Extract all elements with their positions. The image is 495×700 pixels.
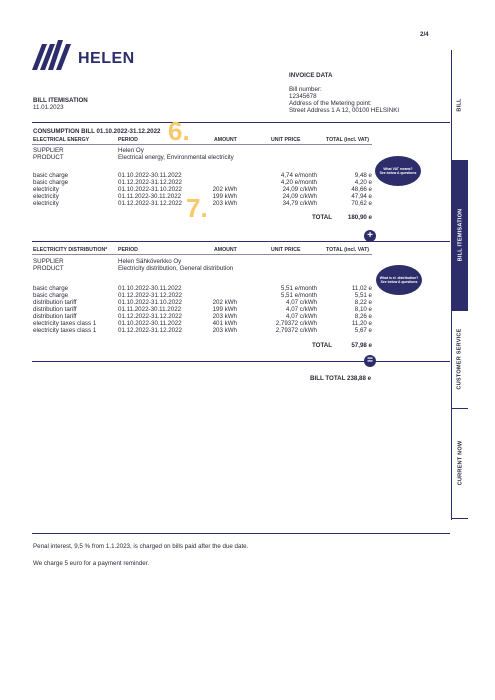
row-total: 47,94 e [351, 193, 372, 200]
row-total: 5,51 e [354, 292, 372, 299]
table-row [0, 313, 495, 320]
electricity-distribution-heading: ELECTRICITY DISTRIBUTION* [33, 247, 108, 253]
footer-rule [32, 533, 450, 534]
row-amount: 199 kWh [212, 193, 237, 200]
tab-bill-label: BILL [456, 98, 463, 112]
row-period: 01.11.2022-30.11.2022 [118, 306, 182, 313]
page-number: 2/4 [420, 31, 429, 38]
header-rule-2 [32, 254, 372, 255]
tab-bill-itemisation-label: BILL ITEMISATION [457, 208, 463, 262]
product-label-2: PRODUCT [33, 265, 64, 272]
tab-bill[interactable] [452, 50, 468, 160]
row-item: electricity [33, 193, 59, 200]
row-period: 01.12.2022-31.12.2022 [118, 200, 182, 207]
row-item: distribution tariff [33, 313, 77, 320]
row-amount: 203 kWh [212, 313, 237, 320]
distribution-help-line1: What is el. distribution? [379, 275, 419, 280]
row-amount: 202 kWh [212, 299, 237, 306]
row-total: 8,26 e [354, 313, 372, 320]
row-item: basic charge [33, 172, 69, 179]
distribution-total-value: 57,98 e [351, 342, 372, 349]
table-row [0, 292, 495, 299]
row-unit-price: 4,07 c/kWh [286, 306, 317, 313]
tab-bill-itemisation[interactable] [452, 160, 468, 310]
period-header: PERIOD [118, 137, 138, 143]
equals-icon: = [364, 355, 376, 367]
row-total: 4,20 e [354, 179, 372, 186]
row-unit-price: 4,07 c/kWh [286, 299, 317, 306]
total-header-2: TOTAL (incl. VAT) [326, 247, 370, 253]
metering-point-address: Street Address 1 A 12, 00100 HELSINKI [289, 107, 400, 114]
product-value: Electrical energy, Environmental electricity [118, 154, 234, 161]
marker-7: 7. [186, 193, 208, 223]
product-label: PRODUCT [33, 154, 64, 161]
row-item: electricity taxes class 1 [33, 327, 97, 334]
row-item: distribution tariff [33, 306, 77, 313]
helen-logo-icon [32, 40, 72, 70]
table-row [0, 179, 495, 186]
row-amount: 203 kWh [212, 327, 237, 334]
row-item: distribution tariff [33, 299, 77, 306]
table-row [0, 299, 495, 306]
vat-help-line1: What VAT means? [383, 166, 413, 171]
row-item: basic charge [33, 179, 69, 186]
row-period: 01.10.2022-31.10.2022 [118, 299, 182, 306]
amount-header-2: AMOUNT [214, 247, 237, 253]
row-total: 9,48 e [354, 172, 372, 179]
distribution-total-label: TOTAL [312, 342, 333, 349]
row-total: 8,10 e [354, 306, 372, 313]
section-rule-mid [32, 241, 450, 242]
row-item: electricity [33, 200, 59, 207]
tab-current-now-label: CURRENT NOW [457, 440, 463, 486]
row-item: basic charge [33, 292, 69, 299]
row-amount: 401 kWh [212, 320, 237, 327]
marker-6: 6. [168, 116, 190, 146]
bill-itemisation-title: BILL ITEMISATION [33, 97, 88, 104]
table-row [0, 200, 495, 207]
tab-current-now[interactable] [452, 408, 468, 518]
row-unit-price: 5,51 e/month [280, 292, 317, 299]
row-total: 5,67 e [354, 327, 372, 334]
row-period: 01.10.2022-30.11.2022 [118, 285, 182, 292]
unit-price-header-2: UNIT PRICE [271, 247, 301, 253]
row-amount: 199 kWh [212, 306, 237, 313]
bill-number-label: Bill number: [289, 86, 322, 93]
row-unit-price: 2,79372 c/kWh [275, 327, 317, 334]
table-row [0, 327, 495, 334]
row-unit-price: 24,09 c/kWh [282, 186, 317, 193]
row-amount: 202 kWh [212, 186, 237, 193]
row-total: 70,62 e [351, 200, 372, 207]
supplier-label: SUPPLIER [33, 147, 64, 154]
vat-help-button[interactable] [375, 156, 421, 186]
tab-divider-4 [452, 518, 468, 519]
section-rule-top [32, 122, 450, 123]
distribution-help-line2: See below A questions [380, 280, 418, 284]
row-period: 01.12.2022-31.12.2022 [118, 313, 182, 320]
row-total: 48,66 e [351, 186, 372, 193]
footer-payment-reminder: We charge 5 euro for a payment reminder. [33, 560, 150, 567]
section-rule-bottom [32, 361, 450, 362]
row-total: 11,20 e [351, 320, 372, 327]
electrical-energy-heading: ELECTRICAL ENERGY [33, 137, 90, 143]
tab-customer-service-label: CUSTOMER SERVICE [457, 328, 463, 390]
distribution-help-button[interactable] [376, 265, 422, 295]
tab-customer-service[interactable] [452, 310, 468, 408]
row-item: electricity taxes class 1 [33, 320, 97, 327]
row-unit-price: 4,20 e/month [280, 179, 317, 186]
helen-logo [32, 40, 135, 72]
footer-penal-interest: Penal interest, 9,5 % from 1.1.2023, is charged on bills paid after the due date. [33, 543, 249, 550]
supplier-label-2: SUPPLIER [33, 258, 64, 265]
vat-help-line2: See below A questions [379, 171, 417, 175]
plus-icon: + [364, 230, 376, 242]
supplier-value: Helen Oy [118, 147, 144, 154]
row-period: 01.10.2022-31.10.2022 [118, 186, 182, 193]
row-period: 01.11.2022-30.11.2022 [118, 193, 182, 200]
row-period: 01.10.2022-30.11.2022 [118, 320, 182, 327]
bill-number: 12345678 [289, 93, 317, 100]
table-row [0, 320, 495, 327]
consumption-total-label: TOTAL [312, 214, 333, 221]
bill-itemisation-date: 11.01.2023 [33, 104, 64, 111]
row-period: 01.10.2022-30.11.2022 [118, 172, 182, 179]
table-row [0, 193, 495, 200]
table-row [0, 306, 495, 313]
total-header: TOTAL (incl. VAT) [326, 137, 370, 143]
row-total: 11,02 e [351, 285, 372, 292]
row-period: 01.12.2022-31.12.2022 [118, 179, 182, 186]
row-item: electricity [33, 186, 59, 193]
row-period: 01.12.2022-31.12.2022 [118, 327, 182, 334]
logo-text: HELEN [78, 50, 135, 67]
amount-header: AMOUNT [214, 137, 237, 143]
metering-point-label: Address of the Metering point: [289, 100, 372, 107]
consumption-bill-title: CONSUMPTION BILL 01.10.2022-31.12.2022 [33, 128, 161, 135]
table-row [0, 285, 495, 292]
row-item: basic charge [33, 285, 69, 292]
row-total: 8,22 e [354, 299, 372, 306]
supplier-value-2: Helen Sähköverkko Oy [118, 258, 182, 265]
row-unit-price: 5,51 e/month [280, 285, 317, 292]
product-value-2: Electricity distribution, General distribution [118, 265, 234, 272]
unit-price-header: UNIT PRICE [271, 137, 301, 143]
row-amount: 203 kWh [212, 200, 237, 207]
invoice-data-title: INVOICE DATA [289, 72, 333, 79]
bill-total: BILL TOTAL 238,88 e [310, 375, 372, 382]
consumption-total-value: 180,90 e [347, 214, 372, 221]
row-period: 01.12.2022-31.12.2022 [118, 292, 182, 299]
table-row [0, 186, 495, 193]
row-unit-price: 2,79372 c/kWh [275, 320, 317, 327]
row-unit-price: 34,79 c/kWh [282, 200, 317, 207]
row-unit-price: 4,07 c/kWh [286, 313, 317, 320]
row-unit-price: 24,09 c/kWh [282, 193, 317, 200]
period-header-2: PERIOD [118, 247, 138, 253]
header-rule [32, 144, 372, 145]
row-unit-price: 4,74 e/month [280, 172, 317, 179]
